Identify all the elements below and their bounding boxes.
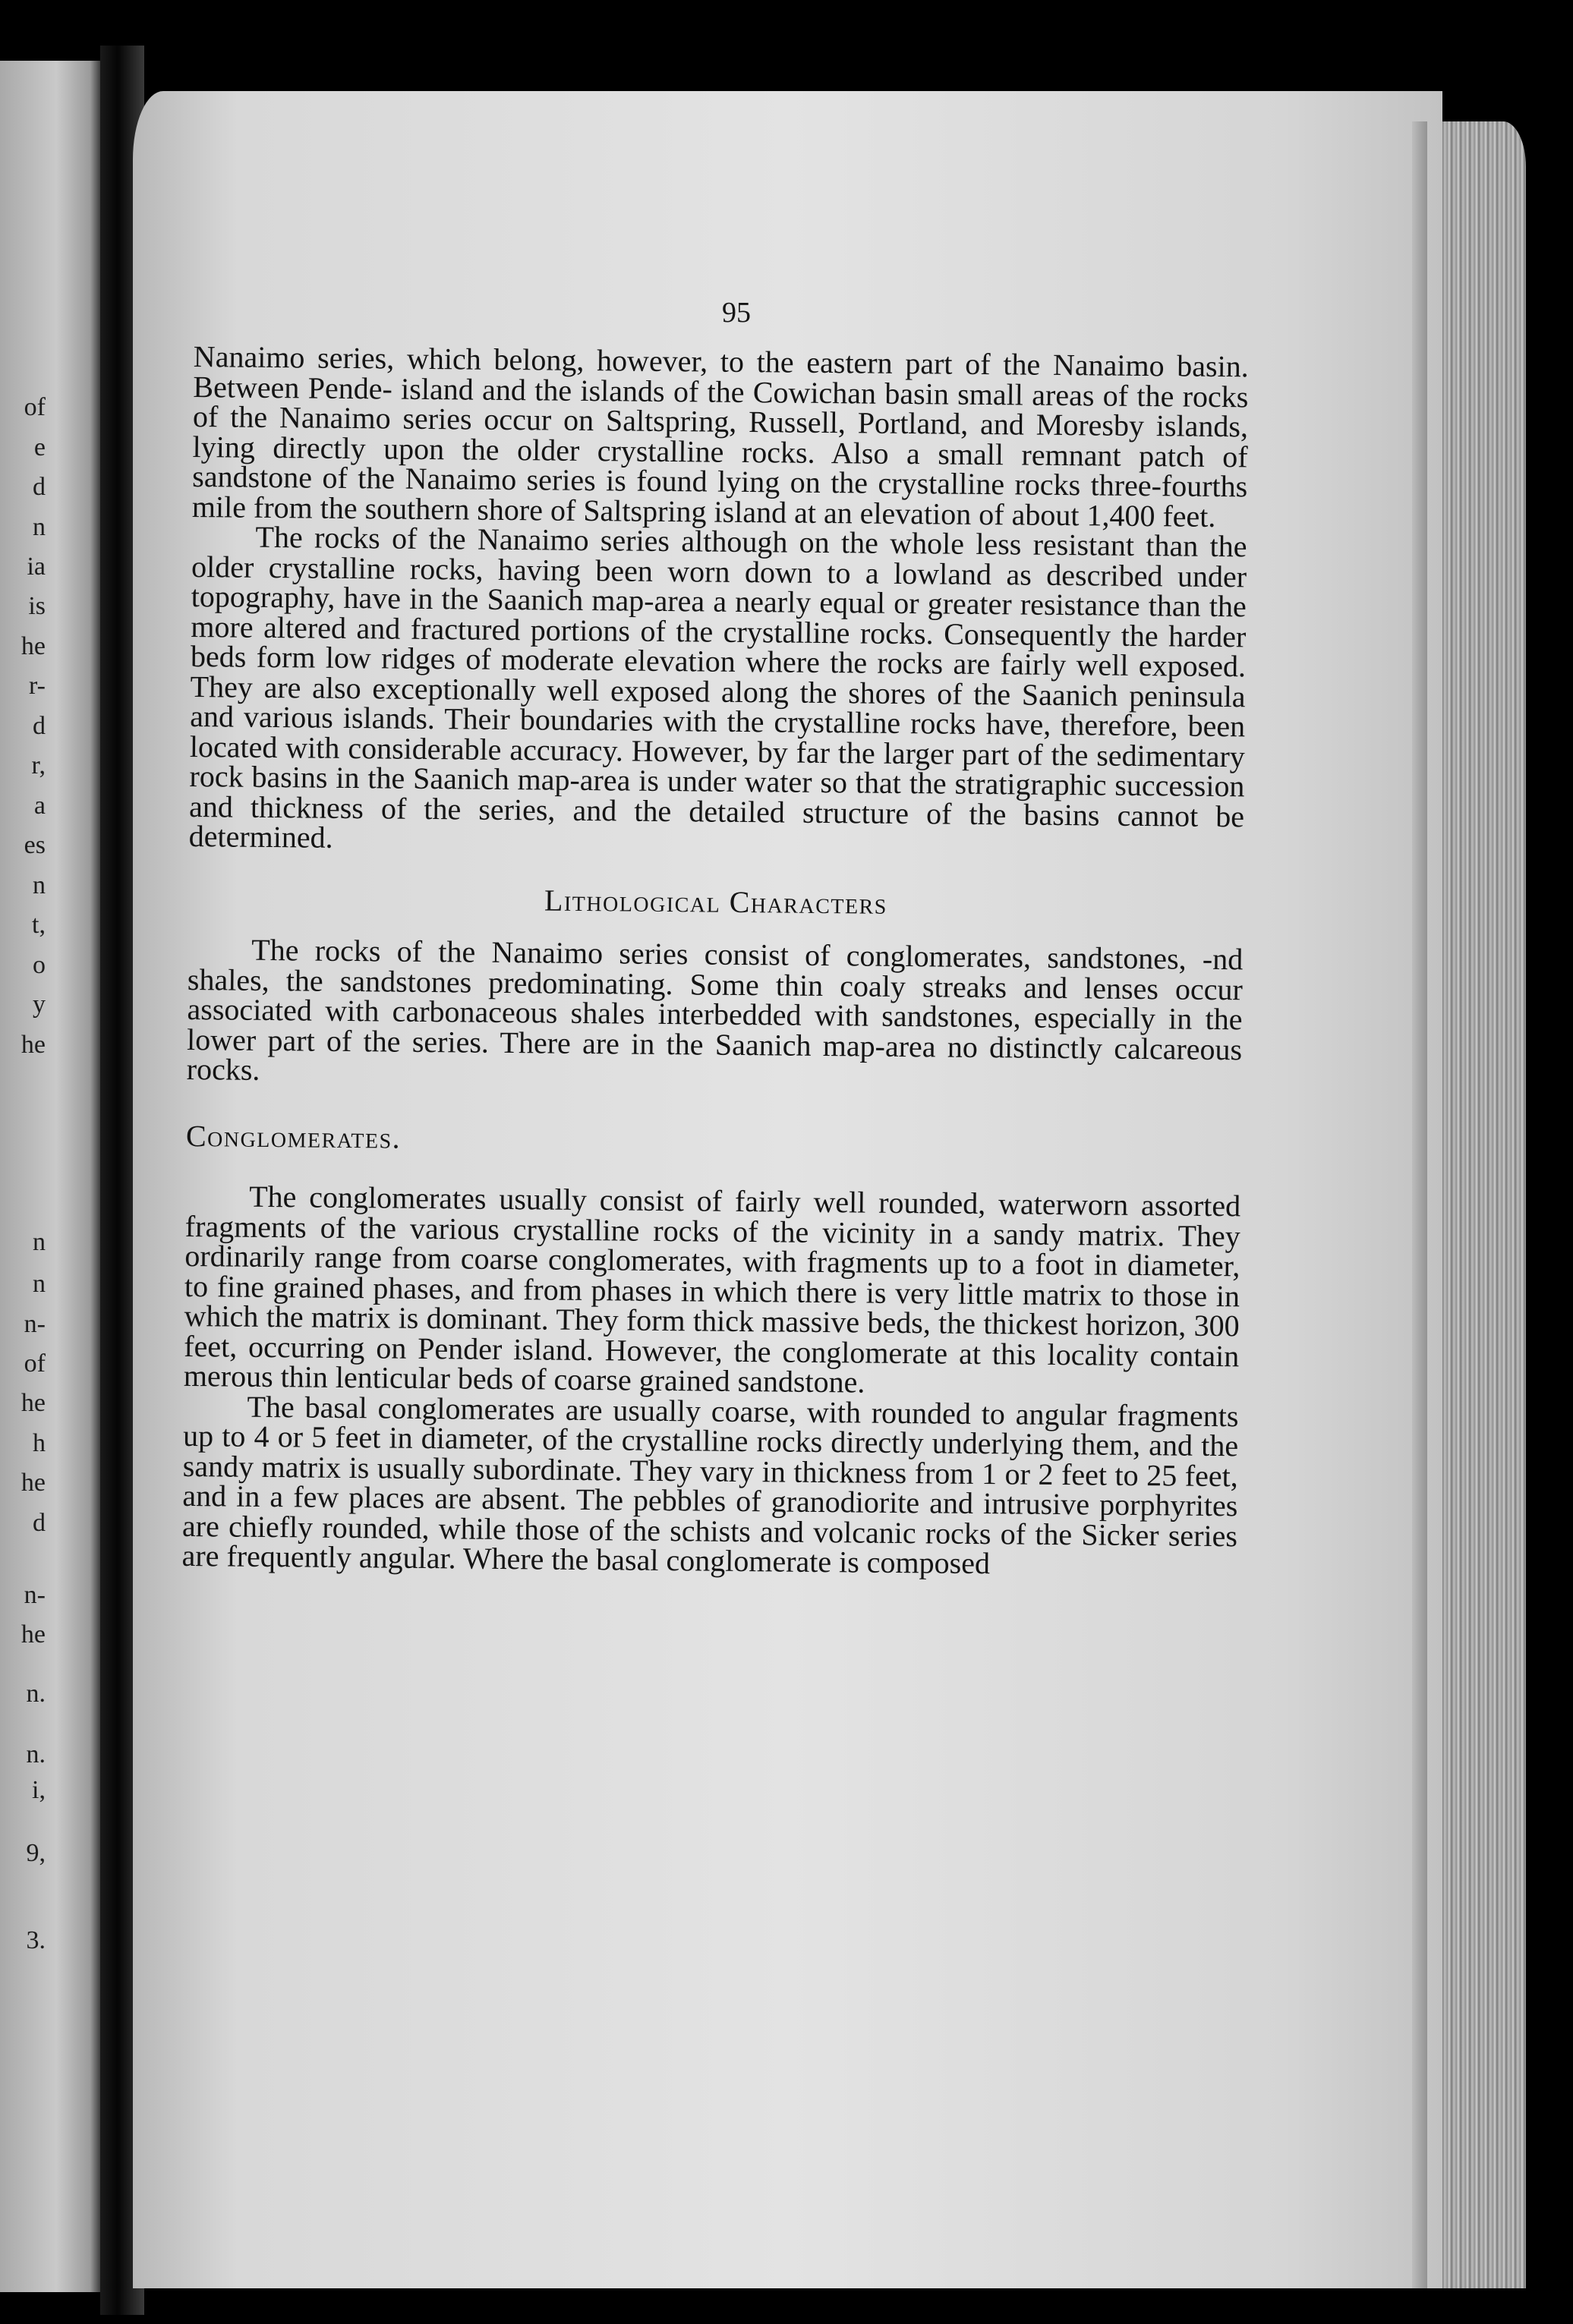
facing-page-fragment: a — [33, 792, 46, 820]
facing-page-fragment: es — [24, 831, 46, 859]
facing-page-fragment: he — [20, 632, 46, 660]
paragraph: Nanaimo series, which belong, however, to the eastern part of the Nanaimo basin. Between Pende- island and the islands of the Cowichan basin small areas of the rocks of the Nanaimo series occur on Saltspring, Russell, Portland, and Moresby islands, lying directly upon the older crystalline rocks. Also a small remnant patch of sandstone of the Nanaimo series is found lying on the crystalline rocks three-fourths mile from the southern shore of Saltspring island at an elevation of about 1,400 feet. — [191, 339, 1249, 534]
facing-page-fragment: he — [20, 1031, 46, 1059]
paragraph: The basal conglomerates are usually coarse, with rounded to angular fragments up to 4 or 5 feet in diameter, of the crystalline rocks directly underlying them, and the sandy matrix is usually subordinate. They vary in thickness from 1 or 2 feet to 25 feet, and in a few places are absent. The pebbles of granodiorite and intrusive porphyrites are chiefly rounded, while those of the schists and volcanic rocks of the Sicker series are frequently angular. Where the basal conglomerate is composed — [181, 1389, 1239, 1581]
facing-page-fragment: n — [33, 1270, 46, 1298]
facing-page-fragment: of — [24, 393, 46, 421]
facing-page-fragment: ia — [27, 553, 46, 581]
facing-page-fragment: n. — [26, 1740, 46, 1768]
facing-page-fragment: n — [33, 1228, 46, 1256]
facing-page-fragment: he — [20, 1389, 46, 1417]
section-heading-lithological: Lithological Characters — [544, 882, 888, 921]
facing-page-fragment: d — [33, 1509, 46, 1537]
page-number: 95 — [722, 297, 751, 329]
facing-page-fragment: 9, — [26, 1839, 46, 1867]
facing-page-fragment: t, — [32, 911, 46, 939]
section-heading-conglomerates: Conglomerates. — [185, 1118, 402, 1155]
facing-page-fragment: n- — [24, 1581, 46, 1609]
paragraph: The conglomerates usually consist of fairly well rounded, waterworn assorted fragments of the various crystalline rocks of the vicinity in a sandy matrix. They ordinarily range from coarse conglomerates, with fragments up to a foot in diameter, to fine grained phases, and from phases in which there is very little matrix to those in which the matrix is dominant. They form thick massive beds, the thickest horizon, 300 feet, occurring on Pender island. However, the conglomerate at this locality contain merous thin lenticular beds of coarse grained sandstone. — [183, 1179, 1241, 1400]
facing-page-fragment: of — [24, 1349, 46, 1378]
facing-page-fragment: is — [28, 592, 46, 620]
facing-page-edge — [0, 61, 102, 2292]
page-text-block — [181, 339, 1249, 1581]
facing-page-fragment: d — [33, 712, 46, 740]
facing-page-fragment: he — [20, 1469, 46, 1497]
facing-page-fragment: n — [33, 871, 46, 899]
facing-page-fragment: r- — [29, 672, 46, 700]
facing-page-fragment: e — [33, 433, 46, 461]
facing-page-fragment: d — [33, 473, 46, 501]
facing-page-fragment: r, — [31, 751, 46, 779]
facing-page-fragment: y — [33, 990, 46, 1019]
facing-page-fragment: 3. — [26, 1926, 46, 1954]
facing-page-fragment: n. — [26, 1680, 46, 1708]
facing-page-fragment: h — [33, 1429, 46, 1457]
page-edge-shadow — [1412, 121, 1427, 2288]
facing-page-fragment: n — [33, 513, 46, 541]
paragraph: The rocks of the Nanaimo series consist of conglomerates, sandstones, -nd shales, the sandstones predominating. Some thin coaly streaks and lenses occur associated with carbonaceous shales interbedded with sandstones, especially in the lower part of the series. There are in the Saanich map-area no distinctly calcareous rocks. — [186, 932, 1244, 1087]
paragraph: The rocks of the Nanaimo series although on the whole less resistant than the older crystalline rocks, having been worn down to a lowland as described under topography, have in the Saanich map-area a nearly equal or greater resistance than the more altered and fractured portions of the crystalline rocks. Consequently the harder beds form low ridges of moderate elevation where the rocks are fairly well exposed. They are also exceptionally well exposed along the shores of the Saanich peninsula and various islands. Their boundaries with the crystalline rocks have, therefore, been located with considerable accuracy. However, by far the larger part of the sedimentary rock basins in the Saanich map-area is under water so that the stratigraphic succession and thickness of the series, and the detailed structure of the basins cannot be determined. — [188, 519, 1247, 855]
facing-page-fragment: o — [33, 951, 46, 979]
facing-page-fragment: he — [20, 1620, 46, 1649]
facing-page-fragment: n- — [24, 1310, 46, 1338]
facing-page-fragment: i, — [32, 1776, 46, 1804]
